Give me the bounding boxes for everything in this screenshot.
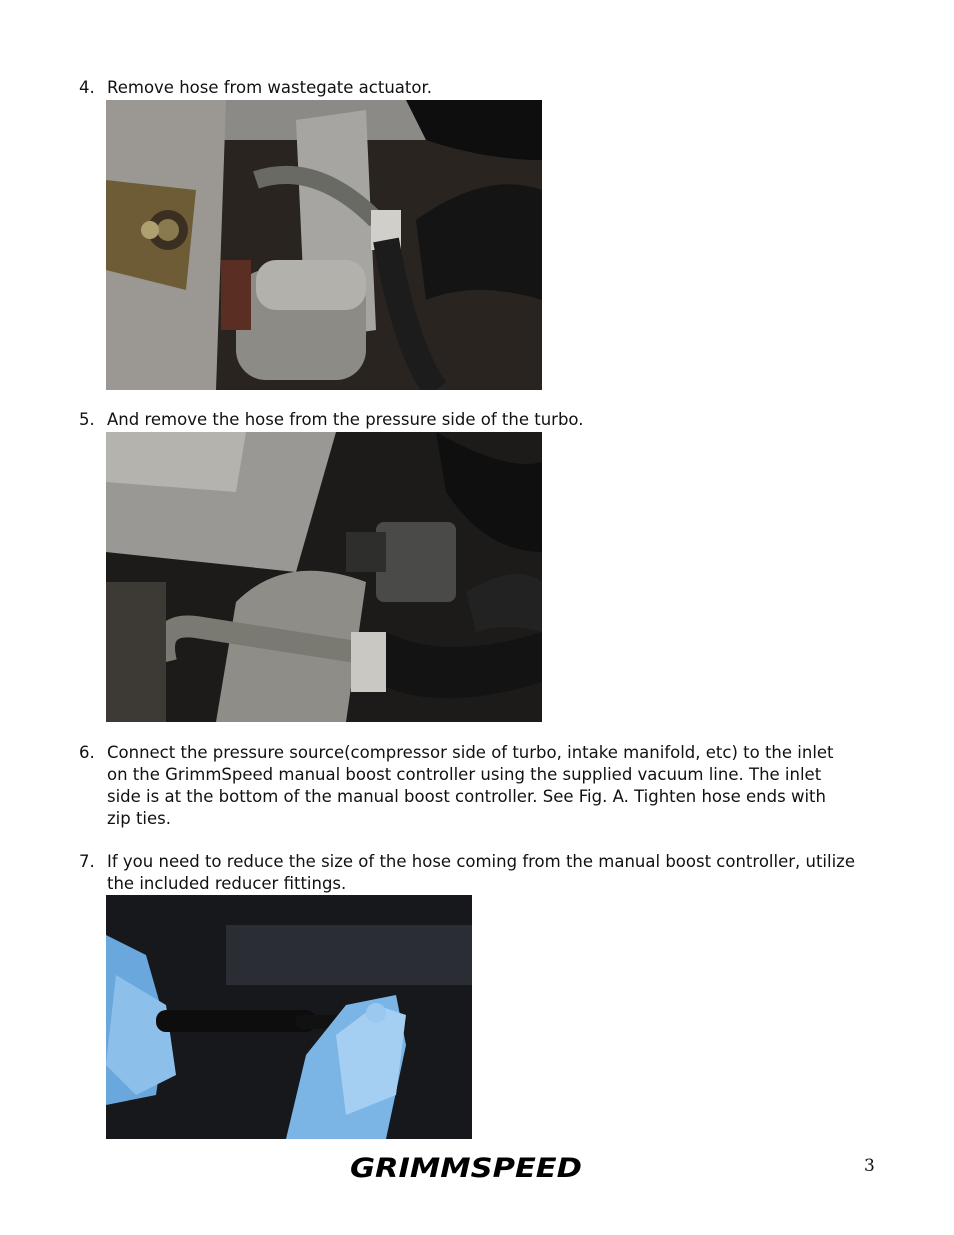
step-text	[107, 851, 855, 895]
reducer-fittings-photo	[106, 895, 472, 1139]
step-text-line: side is at the bottom of the manual boost controller. See Fig. A. Tighten hose ends with	[107, 787, 826, 806]
step-text: Remove hose from wastegate actuator.	[107, 78, 432, 97]
wastegate-actuator-photo	[106, 100, 542, 390]
step-text-line: Connect the pressure source(compressor side of turbo, intake manifold, etc) to the inlet	[107, 743, 834, 762]
step-text-line: on the GrimmSpeed manual boost controller using the supplied vacuum line. The inlet	[107, 765, 822, 784]
step-text-line: zip ties.	[107, 809, 172, 828]
turbo-pressure-side-photo	[106, 432, 542, 722]
page-number: 3	[864, 1156, 875, 1176]
step-text: And remove the hose from the pressure side of the turbo.	[107, 410, 584, 429]
step-number: 5.	[79, 410, 95, 429]
step-text	[107, 742, 834, 830]
step-number: 6.	[79, 743, 95, 762]
step-text-line: the included reducer fittings.	[107, 874, 347, 893]
grimmspeed-logo	[348, 1152, 584, 1182]
step-number: 4.	[79, 78, 95, 97]
logo-text: GRIMMSPEED	[350, 1153, 582, 1182]
step-text-line: If you need to reduce the size of the hose coming from the manual boost controller, utilize	[107, 852, 855, 871]
step-number: 7.	[79, 852, 95, 871]
